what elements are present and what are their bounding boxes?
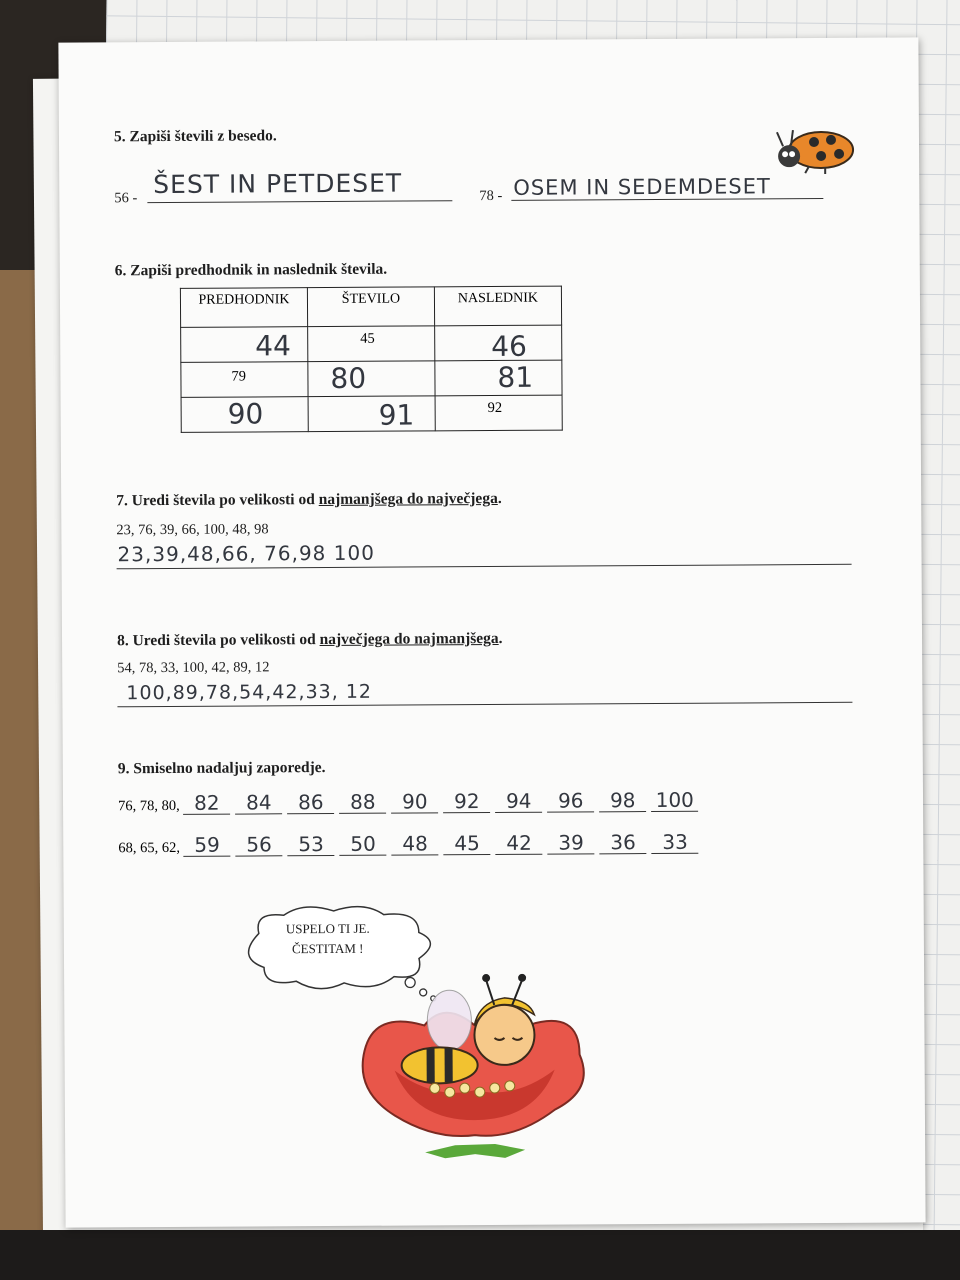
sequence-2-answer: 53 <box>287 833 334 856</box>
task6-heading: 6. Zapiši predhodnik in naslednik števila. <box>114 260 388 280</box>
task7-numbers: 23, 76, 39, 66, 100, 48, 98 <box>116 521 269 539</box>
task5-left-line <box>147 200 452 203</box>
sequence-2-answer: 39 <box>547 831 594 854</box>
row2-next: 81 <box>497 360 534 394</box>
bee-on-flower-illustration <box>354 969 595 1170</box>
sequence-2-answer: 48 <box>391 832 438 855</box>
row3-pred: 90 <box>227 397 264 431</box>
bubble-line-1: USPELO TI JE. <box>285 920 370 937</box>
sequence-1-answer: 90 <box>391 790 438 813</box>
table-header-pred: PREDHODNIK <box>180 288 307 328</box>
sequence-1-answer: 98 <box>599 789 646 812</box>
table-row <box>181 325 562 362</box>
sequence-2-start: 68, 65, 62, <box>118 839 180 857</box>
sequence-2-answer: 42 <box>495 832 542 855</box>
table-header-number: ŠTEVILO <box>307 287 434 327</box>
desk-edge <box>0 1230 960 1280</box>
task8-heading-dot: . <box>498 629 503 647</box>
sequence-1-answer: 82 <box>183 792 230 815</box>
sequence-1-answer: 92 <box>443 790 490 813</box>
sequence-2-answer: 45 <box>443 832 490 855</box>
sequence-2-answer: 33 <box>651 831 698 854</box>
task7-heading-underlined: najmanjšega do največjega <box>318 489 498 509</box>
bubble-line-2: ČESTITAM ! <box>291 940 364 957</box>
row3-next: 92 <box>487 399 503 417</box>
task5-left-answer: ŠEST IN PETDESET <box>153 168 403 200</box>
sequence-1-answer: 96 <box>547 789 594 812</box>
row1-number: 45 <box>360 330 375 347</box>
sequence-row-2 <box>118 831 703 858</box>
table-header-next: NASLEDNIK <box>434 286 561 326</box>
task8-answer: 100,89,78,54,42,33, 12 <box>126 680 373 705</box>
sequence-2-answer: 36 <box>599 831 646 854</box>
ladybug-icon <box>769 126 859 177</box>
task8-heading-underlined: največjega do najmanjšega <box>319 629 499 649</box>
sequence-row-1 <box>118 789 703 816</box>
sequence-2-answer: 59 <box>183 834 230 857</box>
task8-heading <box>117 630 503 650</box>
task7-heading-dot: . <box>497 489 502 507</box>
sequence-2-answer: 50 <box>339 833 386 856</box>
sequence-1-answer: 88 <box>339 791 386 814</box>
table-row <box>181 395 562 432</box>
row1-next: 46 <box>491 329 527 363</box>
sequence-1-start: 76, 78, 80, <box>118 797 180 815</box>
task7-heading-text: 7. Uredi števila po velikosti od <box>116 491 319 510</box>
task7-answer: 23,39,48,66, 76,98 100 <box>117 540 375 567</box>
table-row <box>181 360 562 397</box>
sequence-1-answer: 84 <box>235 791 282 814</box>
task9-heading: 9. Smiselno nadaljuj zaporedje. <box>117 759 326 778</box>
task5-left-number: 56 - <box>114 190 138 207</box>
task8-heading-text: 8. Uredi števila po velikosti od <box>116 631 320 650</box>
sequence-1-answer: 94 <box>495 790 542 813</box>
row2-pred: 79 <box>231 368 246 385</box>
row3-number: 91 <box>378 398 415 432</box>
sequence-1-answer: 86 <box>287 791 334 814</box>
worksheet <box>58 37 925 1227</box>
task5-heading: 5. Zapiši števili z besedo. <box>113 127 277 146</box>
task5-right-number: 78 - <box>479 187 503 205</box>
row2-number: 80 <box>330 361 367 395</box>
task5-right-answer: OSEM IN SEDEMDESET <box>513 174 771 200</box>
task7-heading <box>116 490 502 510</box>
sequence-2-answer: 56 <box>235 833 282 856</box>
task8-numbers: 54, 78, 33, 100, 42, 89, 12 <box>117 659 270 677</box>
sequence-1-answer: 100 <box>651 789 698 812</box>
row1-pred: 44 <box>255 329 291 363</box>
predecessor-successor-table <box>180 286 563 433</box>
